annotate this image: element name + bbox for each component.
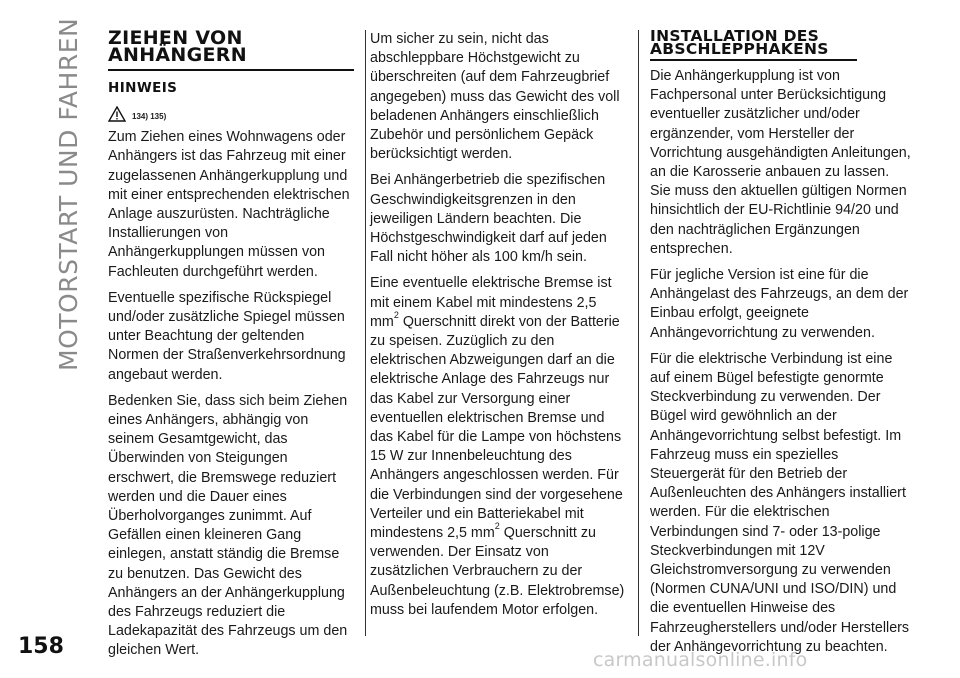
warning-reference-row bbox=[108, 104, 354, 122]
paragraph-7: Die Anhängerkupplung ist von Fachpersonal unter Berücksichtigung eventueller zusätzlicher und/oder ergänzender, vom Hersteller der Vorrichtung ausgehändigten Anleitungen, an die Karosserie anbauen zu lassen. Sie muss den aktuellen gültigen Normen hinsichtlich der EU-Richtlinie 94/20 und den nachträglichen Ergänzungen entsprechen. bbox=[650, 68, 911, 257]
warning-refs: 134) 135) bbox=[132, 112, 167, 122]
subheading-hinweis: HINWEIS bbox=[108, 80, 178, 96]
paragraph-6 bbox=[370, 274, 626, 620]
paragraph-1: Zum Ziehen eines Wohnwagens oder Anhängers ist das Fahrzeug mit einer zugelassenen Anhängerkupplung und mit einer entsprechenden elektrischen Anlage auszurüsten. Nachträgliche Installierungen von Anhängerkupplungen müssen von Fachleuten durchgeführt werden. bbox=[108, 129, 350, 280]
section-title-installation bbox=[650, 27, 912, 58]
column-1 bbox=[108, 27, 354, 668]
title-underline bbox=[650, 59, 857, 61]
superscript-squared-1: 2 bbox=[393, 310, 399, 321]
column-divider-1 bbox=[365, 30, 366, 636]
superscript-squared-2: 2 bbox=[494, 521, 500, 532]
watermark-text: carmanualsonline.info bbox=[593, 649, 808, 671]
paragraph-6-part-b: Querschnitt direkt von der Batterie zu speisen. Zuzüglich zu den elektrischen Abzweigungen darf an die elektrische Anlage des Fahrzeugs nur das Kabel zur Versorgung einer eventuellen elektrischen Bremse und das Kabel für die Lampe von höchstens 15 W zur Innenbeleuchtung des Anhängers angeschlossen werden. Für die Verbindungen sind der vorgesehene Verteiler und ein Batteriekabel mit mindestens 2,5 mm bbox=[370, 313, 623, 542]
column-3 bbox=[650, 27, 912, 664]
section-title-line-1: ZIEHEN VON bbox=[108, 27, 243, 49]
section-title-towing bbox=[108, 27, 354, 66]
section-title-line-2: ANHÄNGERN bbox=[108, 44, 247, 66]
section-title-line-2: ABSCHLEPPHAKENS bbox=[650, 40, 829, 58]
paragraph-6-part-a: Eine eventuelle elektrische Bremse ist mit einem Kabel mit mindestens 2,5 mm bbox=[370, 275, 612, 330]
paragraph-6-part-c: Querschnitt zu verwenden. Der Einsatz von zusätzlichen Verbrauchern zu der Außenbeleuchtung (z.B. Elektrobremse) muss bei laufendem Motor erfolgen. bbox=[370, 525, 625, 618]
chapter-side-title bbox=[54, 18, 88, 638]
column-2 bbox=[370, 30, 626, 627]
title-underline bbox=[108, 69, 354, 71]
column-divider-2 bbox=[638, 30, 639, 636]
paragraph-4: Um sicher zu sein, nicht das abschleppbare Höchstgewicht zu überschreiten (auf dem Fahrzeugbrief angegeben) muss das Gewicht des voll beladenen Anhängers einschließlich Zubehör und persönlichem Gepäck berücksichtigt werden. bbox=[370, 31, 620, 163]
chapter-side-title-text: MOTORSTART UND FAHREN bbox=[54, 18, 83, 372]
paragraph-2: Eventuelle spezifische Rückspiegel und/oder zusätzliche Spiegel müssen unter Beachtung der geltenden Normen der Straßenverkehrsordnung angebaut werden. bbox=[108, 289, 346, 383]
page-number: 158 bbox=[18, 634, 64, 659]
warning-triangle-icon bbox=[108, 106, 126, 122]
section-title-line-1: INSTALLATION DES bbox=[650, 27, 820, 45]
paragraph-8: Für jegliche Version ist eine für die Anhängelast des Fahrzeugs, an dem der Einbau erfolgt, geeignete Anhängevorrichtung zu verwenden. bbox=[650, 267, 909, 341]
paragraph-9: Für die elektrische Verbindung ist eine auf einem Bügel befestigte genormte Steckverbindung zu verwenden. Der Bügel wird gewöhnlich an der Anhängevorrichtung selbst befestigt. Im Fahrzeug muss ein spezielles Steuergerät für den Betrieb der Außenleuchten des Anhängers installiert werden. Für die elektrischen Verbindungen sind 7- oder 13-polige Steckverbindungen mit 12V Gleichstromversorgung zu verwenden (Normen CUNA/UNI und ISO/DIN) und die eventuellen Hinweise des Fahrzeugherstellers und/oder Herstellers der Anhängevorrichtung zu beachten. bbox=[650, 350, 910, 655]
paragraph-3: Bedenken Sie, dass sich beim Ziehen eines Anhängers, abhängig von seinem Gesamtgewicht, das Überwinden von Steigungen erschwert, die Bremswege reduziert werden und die Dauer eines Überholvorganges zunimmt. Auf Gefällen einen kleineren Gang einlegen, anstatt ständig die Bremse zu benutzen. Das Gewicht des Anhängers an der Anhängerkupplung des Fahrzeugs reduziert die Ladekapazität des Fahrzeugs um den gleichen Wert. bbox=[108, 392, 348, 659]
paragraph-5: Bei Anhängerbetrieb die spezifischen Geschwindigkeitsgrenzen in den jeweiligen Ländern beachten. Die Höchstgeschwindigkeit darf auf jeden Fall nicht höher als 100 km/h sein. bbox=[370, 172, 607, 266]
